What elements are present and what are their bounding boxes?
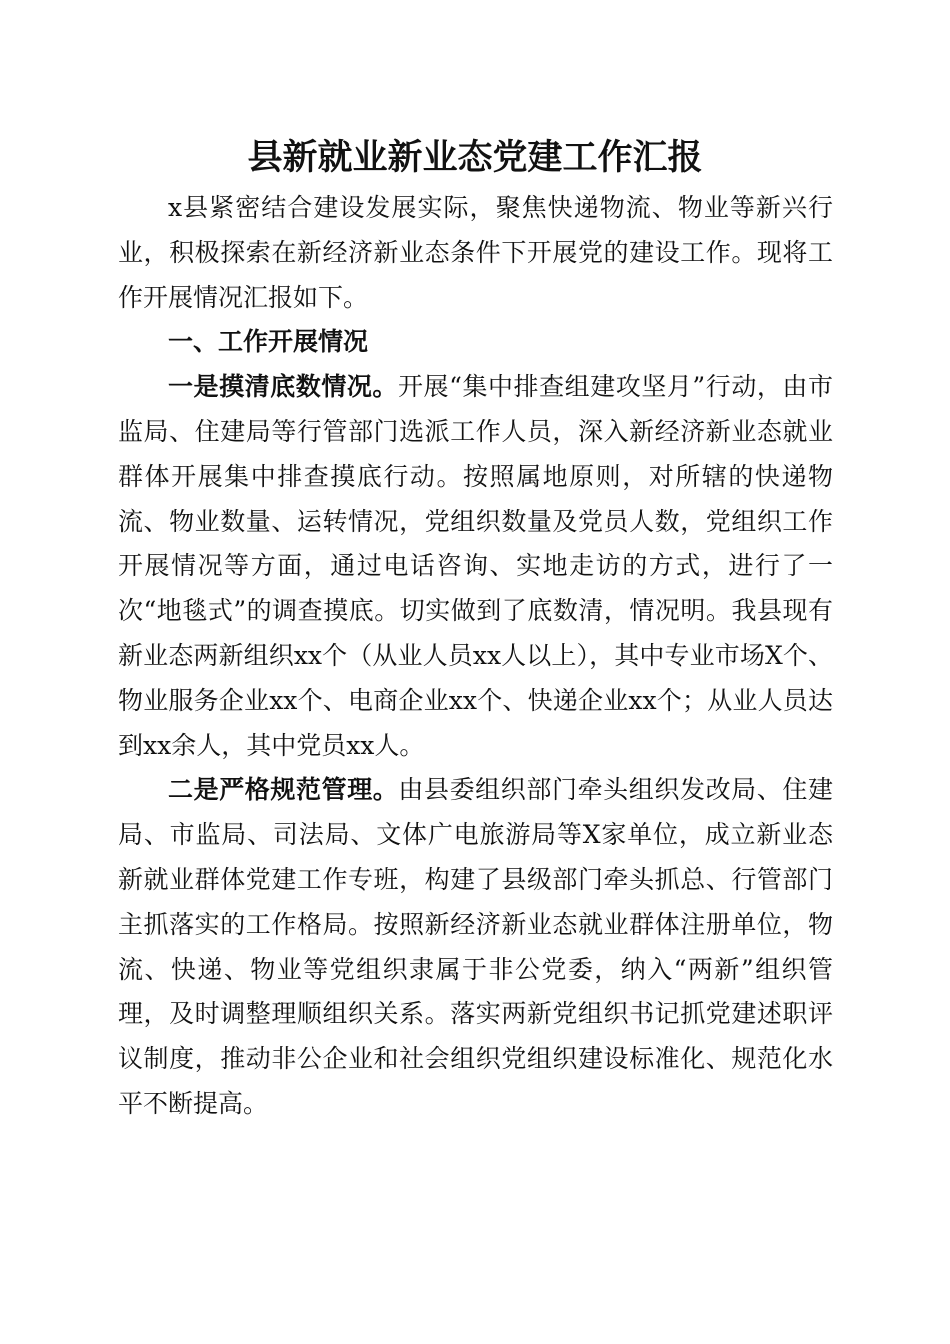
paragraph-baseline-survey (118, 365, 833, 768)
section-heading-work-progress: 一、工作开展情况 (168, 327, 369, 357)
paragraph-body-baseline-survey: 开展“集中排查组建攻坚月”行动，由市监局、住建局等行管部门选派工作人员，深入新经济新业态就业群体开展集中排查摸底行动。按照属地原则，对所辖的快递物流、物业数量、运转情况，党组织数量及党员人数，党组织工作开展情况等方面，通过电话咨询、实地走访的方式，进行了一次“地毯式”的调查摸底。切实做到了底数清，情况明。我县现有新业态两新组织xx个（从业人员xx人以上），其中专业市场X个、物业服务企业xx个、电商企业xx个、快递企业xx个；从业人员达到xx余人，其中党员xx人。 (118, 372, 833, 760)
paragraph-body-standard-management: 由县委组织部门牵头组织发改局、住建局、市监局、司法局、文体广电旅游局等X家单位，成立新业态新就业群体党建工作专班，构建了县级部门牵头抓总、行管部门主抓落实的工作格局。按照新经济新业态就业群体注册单位，物流、快递、物业等党组织隶属于非公党委，纳入“两新”组织管理，及时调整理顺组织关系。落实两新党组织书记抓党建述职评议制度，推动非公企业和社会组织党组织建设标准化、规范化水平不断提高。 (118, 775, 833, 1118)
document-title: 县新就业新业态党建工作汇报 (247, 137, 703, 178)
intro-paragraph: x县紧密结合建设发展实际，聚焦快递物流、物业等新兴行业，积极探索在新经济新业态条件下开展党的建设工作。现将工作开展情况汇报如下。 (118, 193, 833, 312)
paragraph-lead-standard-management: 二是严格规范管理。 (168, 775, 399, 805)
paragraph-standard-management (118, 768, 833, 1126)
document-body (118, 186, 833, 1127)
paragraph-lead-baseline-survey: 一是摸清底数情况。 (168, 372, 398, 402)
